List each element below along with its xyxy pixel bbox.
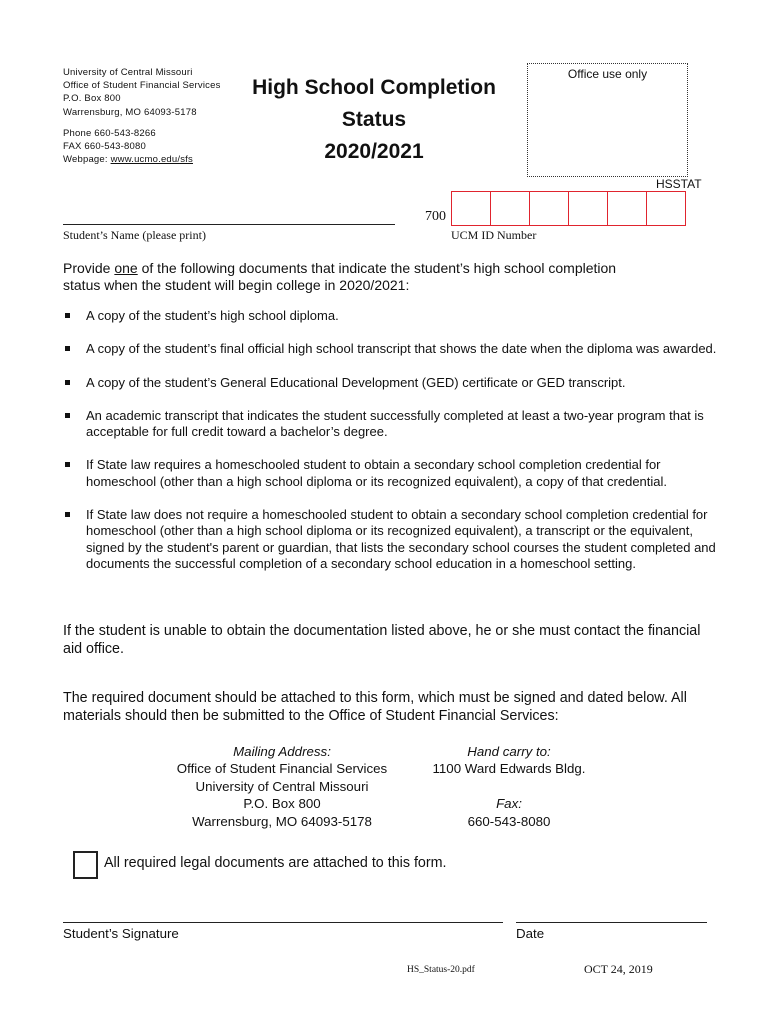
- mailing-line: P.O. Box 800: [243, 796, 321, 812]
- list-item: [63, 457, 723, 490]
- hand-carry-heading: Hand carry to:: [467, 744, 551, 759]
- signature-field[interactable]: [63, 922, 503, 923]
- webpage-link[interactable]: www.ucmo.edu/sfs: [110, 154, 193, 166]
- id-digit-box[interactable]: [569, 192, 608, 225]
- office-address-block: [63, 66, 221, 166]
- list-item: [63, 308, 723, 324]
- intro-text: Provide: [63, 260, 115, 276]
- form-title: [238, 72, 510, 168]
- title-line-2: Status: [341, 108, 407, 131]
- fax-line: FAX 660-543-8080: [63, 141, 146, 153]
- documents-attached-label: All required legal documents are attached to this form.: [104, 855, 447, 871]
- office-use-label: Office use only: [567, 67, 648, 81]
- mailing-line: University of Central Missouri: [195, 778, 369, 794]
- unable-notice: If the student is unable to obtain the documentation listed above, he or she must contact the financial aid office.: [63, 623, 701, 657]
- id-digit-box[interactable]: [452, 192, 491, 225]
- student-name-field[interactable]: [63, 224, 395, 225]
- fax-heading: Fax:: [496, 796, 522, 812]
- bullet-icon: [65, 512, 70, 517]
- bullet-icon: [65, 462, 70, 467]
- phone-line: Phone 660-543-8266: [63, 127, 156, 139]
- list-item-text: A copy of the student’s final official high school transcript that shows the date when the diploma was awarded.: [86, 341, 717, 357]
- list-item-text: If State law requires a homeschooled student to obtain a secondary school completion credential for homeschool (other than a high school diploma or its recognized equivalent), a copy of that credential.: [86, 457, 668, 489]
- hand-carry-address: 1100 Ward Edwards Bldg.: [432, 761, 586, 777]
- fax-number: 660-543-8080: [467, 813, 551, 829]
- mailing-heading: Mailing Address:: [233, 744, 331, 759]
- hsstat-label: HSSTAT: [656, 177, 702, 191]
- webpage-label: Webpage:: [63, 154, 111, 166]
- bullet-icon: [65, 380, 70, 385]
- ucm-id-label: UCM ID Number: [451, 228, 537, 242]
- list-item: [63, 341, 723, 357]
- intro-text-rest: of the following documents that indicate the student’s high school completion status when the student will begin college in 2020/2021:: [63, 260, 617, 293]
- date-label: Date: [516, 926, 545, 941]
- mailing-line: Warrensburg, MO 64093-5178: [192, 813, 372, 829]
- footer-date: OCT 24, 2019: [584, 962, 653, 976]
- id-prefix: 700: [425, 209, 446, 224]
- list-item-text: A copy of the student’s high school diploma.: [86, 308, 339, 323]
- list-item: [63, 408, 723, 441]
- list-item-text: An academic transcript that indicates the student successfully completed at least a two-year program that is acceptable for full credit toward a bachelor’s degree.: [86, 407, 704, 440]
- address-line: Warrensburg, MO 64093-5178: [63, 106, 197, 118]
- list-item-text: If State law does not require a homeschooled student to obtain a secondary school completion credential for homeschool (other than a high school diploma or its recognized equivalent), a transcript or the equivalent, signed by the student's parent or guardian, that lists the secondary school courses the student completed and documents the successful completion of a secondary school education in a homeschool setting.: [86, 507, 716, 571]
- signature-label: Student’s Signature: [63, 926, 179, 941]
- title-line-3: 2020/2021: [324, 140, 424, 163]
- mailing-address-block: [166, 743, 398, 830]
- intro-emphasis: one: [114, 260, 138, 276]
- id-digit-box[interactable]: [647, 192, 685, 225]
- id-digit-box[interactable]: [530, 192, 569, 225]
- instructions-intro: [63, 260, 623, 294]
- webpage-line: [63, 153, 221, 166]
- address-line: University of Central Missouri: [63, 67, 193, 78]
- list-item: [63, 375, 723, 391]
- bullet-icon: [65, 313, 70, 318]
- id-digit-box[interactable]: [491, 192, 530, 225]
- list-item: [63, 507, 723, 572]
- office-use-box: [527, 63, 688, 177]
- hand-carry-block: [422, 743, 596, 830]
- documents-attached-checkbox[interactable]: [73, 851, 98, 879]
- list-item-text: A copy of the student’s General Educational Development (GED) certificate or GED transcript.: [86, 374, 626, 390]
- ucm-id-boxes: [451, 191, 686, 226]
- address-line: Office of Student Financial Services: [63, 80, 221, 92]
- bullet-icon: [65, 346, 70, 351]
- title-line-1: High School Completion: [252, 76, 496, 99]
- attach-instructions: The required document should be attached to this form, which must be signed and dated below. All materials should then be submitted to the Office of Student Financial Services:: [63, 690, 687, 724]
- id-digit-box[interactable]: [608, 192, 647, 225]
- address-line: P.O. Box 800: [63, 93, 121, 105]
- documents-list: [63, 308, 723, 572]
- mailing-line: Office of Student Financial Services: [176, 761, 388, 777]
- student-name-label: Student’s Name (please print): [63, 228, 206, 242]
- footer-filename: HS_Status-20.pdf: [407, 965, 475, 975]
- date-field[interactable]: [516, 922, 707, 923]
- bullet-icon: [65, 413, 70, 418]
